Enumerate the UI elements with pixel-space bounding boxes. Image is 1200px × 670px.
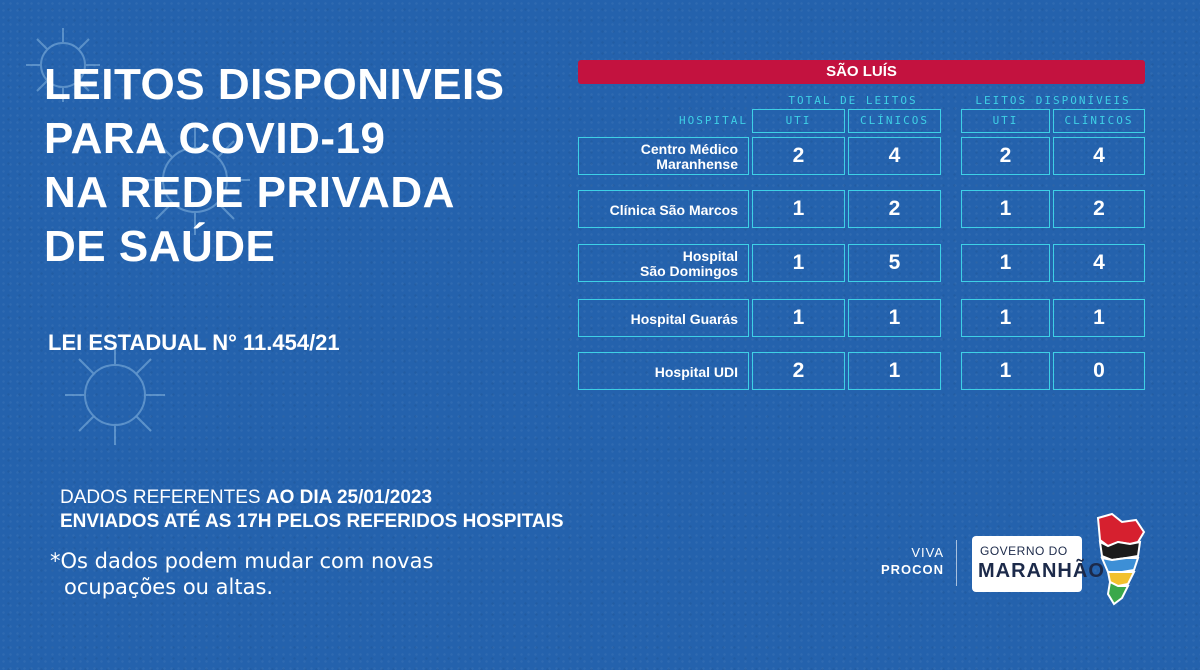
total-uti-cell: 2: [752, 352, 845, 390]
table-row: [578, 190, 1145, 228]
hospital-name-line: Centro Médico: [640, 141, 738, 157]
procon-text: PROCON: [880, 562, 944, 577]
hospital-cell: [578, 299, 749, 337]
hospital-name-line: Hospital UDI: [654, 363, 738, 380]
gov-line1: GOVERNO DO: [980, 544, 1068, 558]
group-total-label: TOTAL DE LEITOS: [788, 94, 918, 107]
disp-clinicos-cell: 2: [1053, 190, 1145, 228]
hospital-name-line: Hospital: [682, 248, 738, 264]
title-line: NA REDE PRIVADA: [44, 168, 455, 217]
title-line: DE SAÚDE: [44, 222, 276, 271]
group-available-label: LEITOS DISPONÍVEIS: [975, 94, 1131, 107]
viva-text: VIVA: [911, 545, 944, 560]
table-row: [578, 352, 1145, 390]
hospital-name: [588, 191, 738, 229]
column-header-clinicos: CLÍNICOS: [1053, 109, 1145, 133]
title-line: LEITOS DISPONIVEIS: [44, 60, 505, 109]
column-header-uti: UTI: [961, 109, 1050, 133]
city-header: SÃO LUÍS: [578, 60, 1145, 84]
total-clinicos-cell: 5: [848, 244, 941, 282]
disp-clinicos-cell: 1: [1053, 299, 1145, 337]
page-title: [44, 58, 505, 274]
disp-uti-cell: 1: [961, 299, 1050, 337]
disclaimer-note: [50, 548, 433, 600]
disp-uti-cell: 1: [961, 190, 1050, 228]
hospital-name: [588, 245, 738, 283]
data-reference-date: AO DIA 25/01/2023: [265, 487, 433, 508]
total-uti-cell: 1: [752, 244, 845, 282]
total-clinicos-cell: 2: [848, 190, 941, 228]
total-uti-cell: 2: [752, 137, 845, 175]
disp-uti-cell: 1: [961, 352, 1050, 390]
disp-uti-cell: 1: [961, 244, 1050, 282]
hospital-name: [588, 353, 738, 391]
table-row: [578, 244, 1145, 282]
data-reference-line2: ENVIADOS ATÉ AS 17H PELOS REFERIDOS HOSPITAIS: [60, 511, 564, 532]
hospital-name-line: Clínica São Marcos: [609, 201, 738, 218]
hospital-name-line: Maranhense: [656, 156, 738, 172]
hospital-cell: [578, 137, 749, 175]
hospital-cell: [578, 190, 749, 228]
disp-clinicos-cell: 4: [1053, 244, 1145, 282]
hospital-name: [588, 300, 738, 338]
maranhao-map-icon: [1078, 512, 1150, 608]
data-reference: [60, 486, 564, 534]
viva-procon-logo: [870, 544, 944, 578]
total-clinicos-cell: 1: [848, 299, 941, 337]
logo-divider: [956, 540, 957, 586]
data-reference-prefix: DADOS REFERENTES: [60, 487, 266, 508]
title-line: PARA COVID-19: [44, 114, 386, 163]
hospital-cell: [578, 244, 749, 282]
hospital-name-line: Hospital Guarás: [630, 310, 738, 327]
total-uti-cell: 1: [752, 190, 845, 228]
hospital-column-header: HOSPITAL: [679, 114, 748, 127]
total-uti-cell: 1: [752, 299, 845, 337]
column-header-uti: UTI: [752, 109, 845, 133]
disp-clinicos-cell: 4: [1053, 137, 1145, 175]
table-row: [578, 299, 1145, 337]
gov-line2: MARANHÃO: [978, 560, 1105, 582]
law-reference: LEI ESTADUAL N° 11.454/21: [48, 330, 340, 355]
governo-maranhao-logo: [972, 536, 1105, 592]
table-row: [578, 137, 1145, 175]
total-clinicos-cell: 1: [848, 352, 941, 390]
note-line: *Os dados podem mudar com novas: [50, 549, 434, 573]
disp-uti-cell: 2: [961, 137, 1050, 175]
column-header-clinicos: CLÍNICOS: [848, 109, 941, 133]
note-line: ocupações ou altas.: [64, 575, 274, 599]
hospital-name: [588, 138, 738, 176]
total-clinicos-cell: 4: [848, 137, 941, 175]
hospital-name-line: São Domingos: [639, 263, 738, 279]
hospital-cell: [578, 352, 749, 390]
disp-clinicos-cell: 0: [1053, 352, 1145, 390]
